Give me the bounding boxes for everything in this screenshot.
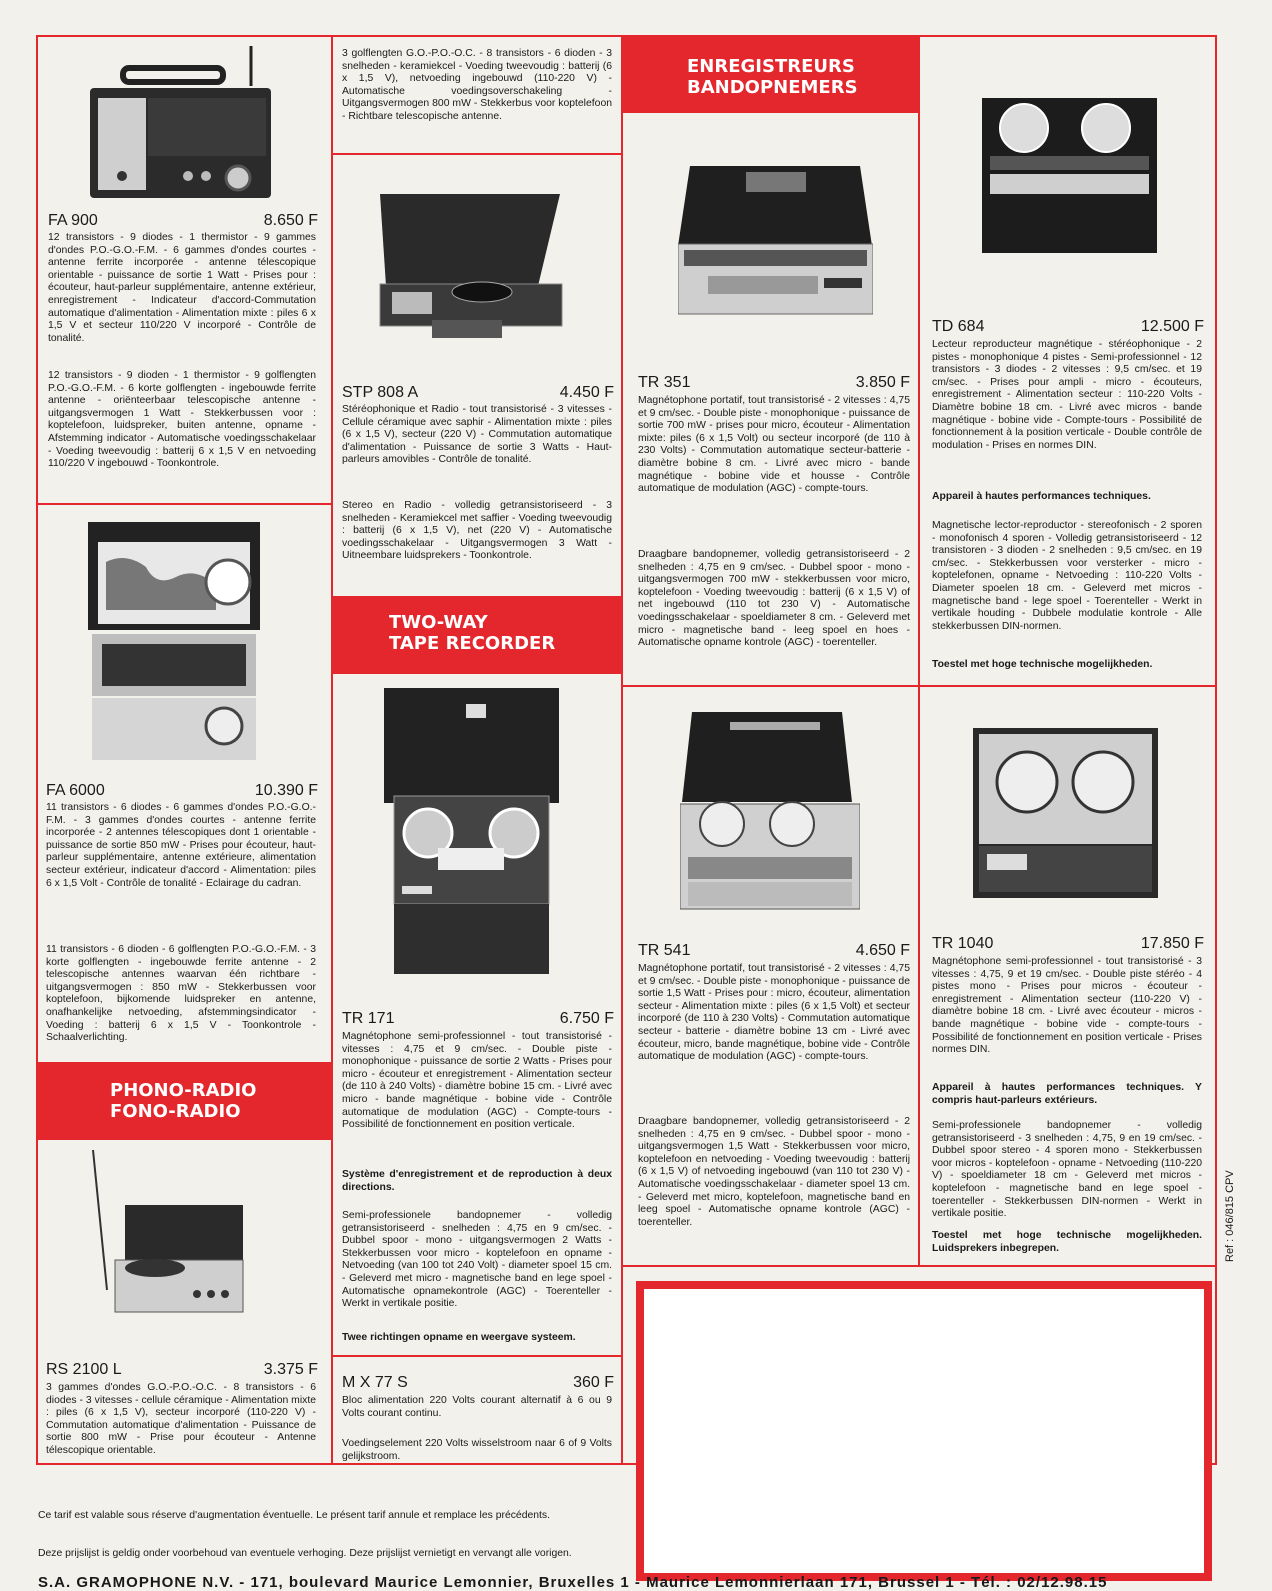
row-divider-col2-a [331,153,623,155]
fa6000-price: 10.390 F [254,782,318,799]
column-divider-3 [918,35,920,1265]
fa6000-description-nl: 11 transistors - 6 dioden - 6 golflengten P.O.-G.O.-F.M. - 3 korte golflengten - ingebouwde ferrite antenne - 2 telescopische antennes waarvan één richtbare - uitgangsvermogen : 850 mW - Stekkerbussen voor koptelefoon, bijkomende luidspreker en antenne, onafhankelijke netvoeding, afstemmingsindicator - Voeding : batterij 6 x 1,5 V - Toonkontrole - Schaalverlichting. [46,944,316,1044]
tr351-description-fr: Magnétophone portatif, tout transistorisé - 2 vitesses : 4,75 et 9 cm/sec. - Double piste - monophonique - puissance de sortie 700 mW - prises pour micro, écouteur - Alimentation mixte: piles (6 x 1,5 Volt) ou secteur incorporé (de 110 à 230 Volts) - Commutation automatique secteur-batterie - diamètre bobine 8 cm. - Livré avec micro - bande magnétique - bobine vide et housse - Contrôle automatique de modulation (AGC) - compte-tours. [638,395,910,495]
td684-description-fr: Lecteur reproducteur magnétique - stéréophonique - 2 pistes - monophonique 4 pistes - Semi-professionnel - 12 transistors - 3 diodes - 2 vitesses : 9,5 cm/sec. et 19 cm/sec. - Prises pour ampli - micro - écouteurs, enregistrement - Alimentation secteur : 110-220 Volts - Diamètre bobine 18 cm. - Livré avec micros - bande magnétique - bobine vide - Compte-tours - Possibilité de fonctionnement à la position verticale - Double contrôle de modulation - Prises en normes DIN. [932,339,1202,451]
fa900-radio-image [88,46,273,201]
tr541-description-fr: Magnétophone portatif, tout transistorisé - 2 vitesses : 4,75 et 9 cm/sec. - Double piste - monophonique - puissance de sortie 1,5 Watt - Prises pour : micro, écouteur, alimentation secteur - Alimentation mixte : piles (6 x 1,5 Volt) et secteur incorporé (de 110 à 230 Volts) - Commutation automatique secteur - batterie - diamètre bobine 13 cm - Livré avec écouteur, micro, bande magnétique, bobine vide - Contrôle automatique de modulation (AGC) - compte-tours. [638,963,910,1063]
tr351-header [638,374,910,392]
td684-price: 12.500 F [1140,318,1204,335]
tr1040-description-nl: Semi-professionele bandopnemer - volledig getransistoriseerd - 3 snelheden : 4,75, 9 en 19 cm/sec. - Dubbel spoor stereo - 4 sporen mono - Stekkerbussen voor micros - koptelefoon - opname - Netvoeding (110-220 V) - spoeldiameter 18 cm - Geleverd met micros - koptelefoon - magnetische band en lege spoel - toerenteller - Stekkerbussen DIN-normen - Werkt in vertikale positie. [932,1120,1202,1220]
fa6000-description-fr: 11 transistors - 6 diodes - 6 gammes d'ondes P.O.-G.O.-F.M. - 3 gammes d'ondes courtes - antenne ferrite incorporée - 2 antennes télescopiques dont 1 orientable - puissance de sortie 850 mW - Prises pour écouteur, haut-parleur supplémentaire, antenne extérieure, alimentation secteur extérieur, indicateur d'accord - Alimentation: piles 6 x 1,5 Volt - Contrôle de tonalité - Eclairage du cadran. [46,802,316,889]
fa900-description-fr: 12 transistors - 9 diodes - 1 thermistor - 9 gammes d'ondes P.O.-G.O.-F.M. - 6 gammes d'ondes courtes - antenne ferrite incorporée - antenne télescopique orientable - puissance de sortie 1 Watt - Prises pour : écouteur, haut-parleur supplémentaire, antenne extérieur, enregistrement - Indicateur d'accord-Commutation automatique d'alimentation - Alimentation mixte : piles 6 x 1,5 V et secteur 110/220 V incorporé - Contrôle de tonalité. [48,232,316,344]
stp808-description-fr: Stéréophonique et Radio - tout transistorisé - 3 vitesses - Cellule céramique avec saphir - Alimentation mixte : piles (6 x 1,5 V), secteur (220 V) - Commutation automatique d'alimentation - Puissance de sortie 3 Watts - Haut-parleurs amovibles - Contrôle de tonalité. [342,404,612,466]
tr1040-bold-fr: Appareil à hautes performances techniques. Y compris haut-parleurs extérieurs. [932,1082,1202,1106]
banner-phono-line1: PHONO-RADIO [110,1080,257,1101]
td684-bold-nl: Toestel met hoge technische mogelijkheden. [932,659,1153,670]
tr171-bold-fr: Système d'enregistrement et de reproduction à deux directions. [342,1169,612,1193]
fa900-price: 8.650 F [263,212,318,229]
banner-two-way-line1: TWO-WAY [389,612,488,633]
mx77-description-fr: Bloc alimentation 220 Volts courant alternatif à 6 ou 9 Volts courant continu. [342,1395,612,1419]
tr1040-header [932,935,1204,953]
tr171-price: 6.750 F [559,1010,614,1027]
rs2100-description-fr: 3 gammes d'ondes G.O.-P.O.-O.C. - 8 transistors - 6 diodes - 3 vitesses - cellule céramique - Alimentation mixte : piles (6 x 1,5 V), secteur incorporé (110-220 V) - Commutation automatique d'alimentation - Puissance de sortie 800 mW - Prise pour écouteur - Antenne télescopique orientable. [46,1382,316,1456]
stp808-description-nl: Stereo en Radio - volledig getransistoriseerd - 3 snelheden - Keramiekcel met saffier - Voeding tweevoudig : batterij (6 x 1,5 V), net (220 V) - Automatische voedingsschakelaar - Uitgangsvermogen 3 Watt - Uitneembare luidsprekers - Toonkontrole. [342,500,612,562]
td684-header [932,318,1204,336]
tr351-description-nl: Draagbare bandopnemer, volledig getransistoriseerd - 2 snelheden : 4,75 en 9 cm/sec. - Dubbel spoor - mono - uitgangsvermogen 700 mW - stekkerbussen voor micro, koptelefoon - Voeding tweevoudig : batterij (6 x 1,5 V) of net ingebouwd (110 tot 230 V) - Automatische voedingsschakelaar - spoeldiameter 8 cm. - Geleverd met micro - magnetische band - leeg spoel en hoes - Automatische opname kontrole (AGC) - toerenteller. [638,549,910,649]
td684-model: TD 684 [932,318,985,335]
tr171-description-fr: Magnétophone semi-professionnel - tout transistorisé - vitesses : 4,75 et 9 cm/sec. - Double piste - monophonique - puissance de sortie 2 Watts - Prises pour micro - écouteur et enregistrement - Alimentation secteur (de 110 à 240 Volts) - diamètre bobine 15 cm. - Livré avec micro - bande magnétique - bobine vide - Contrôle automatique de modulation (AGC) - Compte-tours - Possibilité de fonctionnement en position verticale. [342,1031,612,1131]
tr541-recorder-image [680,712,860,912]
rs2100-model: RS 2100 L [46,1361,122,1378]
footer-note-fr: Ce tarif est valable sous réserve d'augmentation éventuelle. Le présent tarif annule et remplace les précédents. [38,1510,550,1521]
tr171-header [342,1010,614,1028]
mx77-price: 360 F [573,1374,614,1391]
tr171-recorder-image [384,688,559,978]
tr1040-description-fr: Magnétophone semi-professionnel - tout transistorisé - 3 vitesses : 4,75, 9 et 19 cm/sec. - Double piste stéréo - 4 pistes mono - Prises pour micros - écouteur - enregistrement - Alimentation secteur (110-220 V) - diamètre bobine 18 cm. - Livré avec écouteur - micros - bande magnétique - bobine vide - compte-tours - Possibilité de fonctionnement en position verticale - Prises normes DIN. [932,956,1202,1056]
tr541-description-nl: Draagbare bandopnemer, volledig getransistoriseerd - 2 snelheden : 4,75 en 9 cm/sec. - Dubbel spoor - mono - uitgangsvermogen 1,5 Watt - Stekkerbussen voor micro, koptelefoon en netvoeding - Voeding tweevoudig : batterij (6 x 1,5 V) of netvoeding ingebouwd (van 110 tot 230 V) - Automatische voedingsschakelaar - diameter spoel 13 cm. - Geleverd met micro, koptelefoon, magnetische band en leeg spoel - Automatische opname kontrole (AGC) - toerenteller. [638,1116,910,1228]
banner-phono-line2: FONO-RADIO [110,1101,241,1122]
tr1040-recorder-image [973,728,1158,898]
tr541-header [638,942,910,960]
row-divider-col3-b [621,1265,1217,1267]
banner-phono-radio [38,1064,331,1140]
column-divider-1 [331,35,333,1465]
banner-enregistreurs-line2: BANDOPNEMERS [687,77,858,98]
row-divider-col1-a [36,503,333,505]
tr541-price: 4.650 F [855,942,910,959]
tr1040-model: TR 1040 [932,935,994,952]
row-divider-col2-b [331,1355,623,1357]
column-divider-2 [621,35,623,1465]
fa6000-header [46,782,318,800]
company-address: S.A. GRAMOPHONE N.V. - 171, boulevard Maurice Lemonnier, Bruxelles 1 - Maurice Lemonnierlaan 171, Brussel 1 - Tél. : 02/12.98.15 [38,1574,1108,1591]
tr541-model: TR 541 [638,942,691,959]
stp808-phono-image [372,192,567,342]
tr1040-price: 17.850 F [1140,935,1204,952]
fa6000-radio-image [88,522,260,762]
tr351-price: 3.850 F [855,374,910,391]
banner-enregistreurs [623,37,918,113]
mx77-description-nl: Voedingselement 220 Volts wisselstroom naar 6 of 9 Volts gelijkstroom. [342,1438,612,1462]
mx77-header [342,1374,614,1392]
reference-code: Ref : 046/815 CPV [1224,1170,1236,1262]
banner-two-way-line2: TAPE RECORDER [389,633,556,654]
banner-enregistreurs-line1: ENREGISTREURS [687,56,855,77]
tr171-bold-nl: Twee richtingen opname en weergave systeem. [342,1332,576,1343]
banner-two-way [333,596,621,674]
mx77-model: M X 77 S [342,1374,408,1391]
td684-description-nl: Magnetische lector-reproductor - stereofonisch - 2 sporen - monofonisch 4 sporen - Volledig getransistoriseerd - 12 transistoren - 3 dioden - 2 snelheden : 9,5 cm/sec. en 19 cm/sec. - Stekkerbussen voor versterker - micro - koptelefonen, opname - Netvoeding : 110-220 Volts - Diameter spoelen 18 cm. - Geleverd met micros - magnetische band - lege spoel - Toerenteller - Werkt in vertikale houding - Dubbele modulatie kontrole - Alle stekkerbussen DIN-normen. [932,520,1202,632]
fa6000-model: FA 6000 [46,782,105,799]
td684-bold-fr: Appareil à hautes performances techniques. [932,491,1151,502]
stamp-box [636,1281,1212,1581]
tr171-description-nl: Semi-professionele bandopnemer - volledig getransistoriseerd - snelheden : 4,75 en 9 cm/sec. - Dubbel spoor - mono - uitgangsvermogen 2 Watts - Stekkerbussen voor micro - koptelefoon en opname - Netvoeding (van 100 tot 240 Volt) - diameter spoel 15 cm. - Geleverd met micro - magnetische band en lege spoel - Automatische opnamekontrole (AGC) - Toerenteller - Werkt in vertikale positie. [342,1210,612,1310]
rs2100-price: 3.375 F [263,1361,318,1378]
footer-note-nl: Deze prijslijst is geldig onder voorbehoud van eventuele verhoging. Deze prijslijst vernietigt en vervangt alle vorigen. [38,1548,572,1559]
tr1040-bold-nl: Toestel met hoge technische mogelijkheden. Luidsprekers inbegrepen. [932,1230,1202,1254]
row-divider-col3-a [621,685,1217,687]
rs2100-phono-image [85,1150,250,1320]
fa900-header [48,212,318,230]
fa900-description-nl: 12 transistors - 9 dioden - 1 thermistor - 9 golflengten P.O.-G.O.-F.M. - 6 korte golflengten - ingebouwde ferrite antenne - oriënteerbaar telescopische antenne - uitgangsvermogen 1 Watt - Stekkerbussen voor : koptelefoon, luidspreker, buiten antenne, opname - Afstemming indicator - Automatische voedingsschakelaar - Voeding tweevoudig : batterij 6 x 1,5 V en netvoeding 110/220 V ingebouwd - Toonkontrole. [48,370,316,470]
stp808-model: STP 808 A [342,384,419,401]
stp808-header [342,384,614,402]
rs2100-header [46,1361,318,1379]
tr351-recorder-image [678,166,873,316]
tr171-model: TR 171 [342,1010,395,1027]
stp808-price: 4.450 F [559,384,614,401]
fa900-model: FA 900 [48,212,98,229]
tr351-model: TR 351 [638,374,691,391]
rs2100-description-nl: 3 golflengten G.O.-P.O.-O.C. - 8 transistors - 6 dioden - 3 snelheden - keramiekcel - Voeding tweevoudig : batterij (6 x 1,5 V), netvoeding ingebouwd (110-220 V) - Automatische voedingsoverschakeling - Uitgangsvermogen 800 mW - Stekkerbus voor koptelefoon - Richtbare telescopische antenne. [342,48,612,122]
td684-deck-image [982,98,1157,253]
